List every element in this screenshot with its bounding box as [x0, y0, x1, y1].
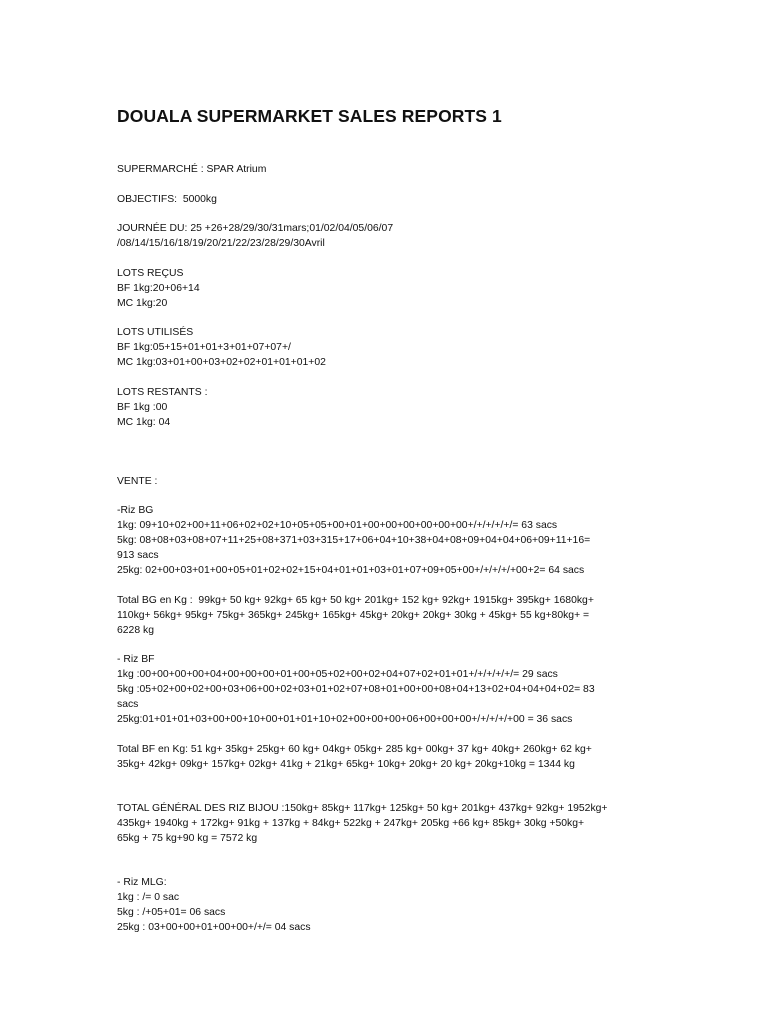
- riz-mlg-heading: - Riz MLG:: [117, 876, 167, 888]
- riz-mlg-25kg: 25kg : 03+00+00+01+00+00+/+/= 04 sacs: [117, 921, 311, 933]
- journee-line-1: JOURNÉE DU: 25 +26+28/29/30/31mars;01/02/04/05/06/07: [117, 223, 394, 234]
- riz-bf-1kg: 1kg :00+00+00+00+04+00+00+00+01+00+05+02+00+02+04+07+02+01+01+/+/+/+/+/= 29 sacs: [117, 669, 558, 680]
- total-general-line-2: 435kg+ 1940kg + 172kg+ 91kg + 137kg + 84kg+ 522kg + 247kg+ 205kg +66 kg+ 85kg+ 30kg +50kg+: [117, 817, 585, 829]
- riz-bg-25kg: 25kg: 02+00+03+01+00+05+01+02+02+15+04+01+01+03+01+07+09+05+00+/+/+/+/+00+2= 64 sacs: [117, 565, 585, 576]
- total-general-line-3: 65kg + 75 kg+90 kg = 7572 kg: [117, 832, 258, 844]
- riz-bg-5kg: 5kg: 08+08+03+08+07+11+25+08+371+03+315+17+06+04+10+38+04+08+09+04+04+06+09+11+16=: [117, 535, 591, 546]
- riz-bg-heading: -Riz BG: [117, 505, 154, 516]
- total-bg-line-2: 110kg+ 56kg+ 95kg+ 75kg+ 365kg+ 245kg+ 165kg+ 45kg+ 20kg+ 20kg+ 30kg + 45kg+ 55 kg+80kg+ =: [117, 609, 590, 621]
- riz-bf-25kg: 25kg:01+01+01+03+00+00+10+00+01+01+10+02+00+00+00+06+00+00+00+/+/+/+/+00 = 36 sacs: [117, 714, 573, 725]
- riz-bf-5kg-unit: sacs: [117, 699, 139, 710]
- lots-recus-mc: MC 1kg:20: [117, 297, 168, 309]
- riz-bg-5kg-total: 913 sacs: [117, 550, 159, 561]
- page-title: DOUALA SUPERMARKET SALES REPORTS 1: [117, 106, 502, 126]
- objectifs-line: OBJECTIFS: 5000kg: [117, 193, 217, 205]
- supermarche-line: SUPERMARCHÉ : SPAR Atrium: [117, 164, 267, 175]
- lots-utilises-bf: BF 1kg:05+15+01+01+3+01+07+07+/: [117, 342, 291, 353]
- lots-recus-bf: BF 1kg:20+06+14: [117, 282, 200, 294]
- total-bg-line-3: 6228 kg: [117, 624, 154, 636]
- lots-utilises-mc: MC 1kg:03+01+00+03+02+02+01+01+01+02: [117, 357, 326, 368]
- total-bf-line-2: 35kg+ 42kg+ 09kg+ 157kg+ 02kg+ 41kg + 21kg+ 65kg+ 10kg+ 20kg+ 20 kg+ 20kg+10kg = 1344 kg: [117, 758, 575, 770]
- riz-mlg-1kg: 1kg : /= 0 sac: [117, 891, 180, 903]
- lots-recus-heading: LOTS REÇUS: [117, 267, 184, 279]
- lots-restants-mc: MC 1kg: 04: [117, 416, 171, 428]
- total-general-line-1: TOTAL GÉNÉRAL DES RIZ BIJOU :150kg+ 85kg+ 117kg+ 125kg+ 50 kg+ 201kg+ 437kg+ 92kg+ 1952kg+: [117, 802, 608, 814]
- riz-bf-5kg: 5kg :05+02+00+02+00+03+06+00+02+03+01+02+07+08+01+00+00+08+04+13+02+04+04+04+02= 83: [117, 684, 595, 695]
- riz-bg-1kg: 1kg: 09+10+02+00+11+06+02+02+10+05+05+00+01+00+00+00+00+00+00+/+/+/+/+/= 63 sacs: [117, 520, 558, 531]
- total-bg-line-1: Total BG en Kg : 99kg+ 50 kg+ 92kg+ 65 kg+ 50 kg+ 201kg+ 152 kg+ 92kg+ 1915kg+ 395kg+ 1680kg+: [117, 594, 594, 606]
- lots-restants-heading: LOTS RESTANTS :: [117, 386, 208, 398]
- lots-restants-bf: BF 1kg :00: [117, 401, 168, 413]
- total-bf-line-1: Total BF en Kg: 51 kg+ 35kg+ 25kg+ 60 kg+ 04kg+ 05kg+ 285 kg+ 00kg+ 37 kg+ 40kg+ 260kg+ 62 kg+: [117, 743, 592, 755]
- vente-heading: VENTE :: [117, 475, 158, 487]
- riz-bf-heading: - Riz BF: [117, 654, 155, 665]
- lots-utilises-heading: LOTS UTILISÉS: [117, 327, 194, 338]
- journee-line-2: /08/14/15/16/18/19/20/21/22/23/28/29/30Avril: [117, 238, 325, 249]
- riz-mlg-5kg: 5kg : /+05+01= 06 sacs: [117, 906, 226, 918]
